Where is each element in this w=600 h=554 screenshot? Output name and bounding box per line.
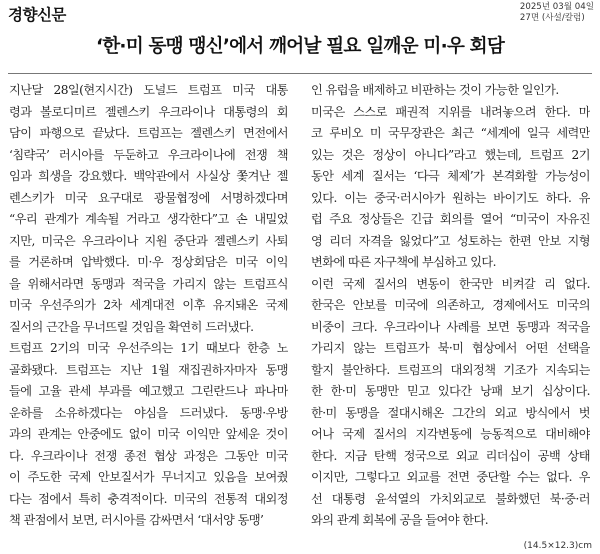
article-headline: ‘한·미 동맹 맹신’에서 깨어날 필요 일깨운 미·우 회담 — [96, 36, 504, 57]
article-text-line: 책 관점에서 보면, 러시아를 감싸면서 ‘대서양 동맹’ — [9, 513, 264, 527]
issue-meta — [520, 2, 594, 24]
article-text-line: 을 위해서라면 동맹과 적국을 가리지 않는 트럼프식 — [9, 276, 288, 291]
article-text-line: 렌스키가 미국 요구대로 광물협정에 서명하겠다며 — [9, 190, 288, 205]
article-text-line: 지만, 미국은 우크라이나 지원 중단과 젤렌스키 사퇴 — [9, 233, 288, 248]
article-column-right — [311, 80, 590, 532]
article-text-line: 이지만, 그렇다고 외교를 전면 중단할 수는 없다. 우 — [311, 470, 590, 484]
article-text-line: 들에 고율 관세 부과를 예고했고 그린란드나 파나마 — [9, 384, 288, 398]
article-text-line: 있다. 이는 중국·러시아가 원하는 바이기도 하다. 유 — [311, 190, 590, 205]
article-text-line: 와의 관계 회복에 공을 들여야 한다. — [311, 513, 489, 527]
article-text-line: 임과 희생을 강요했다. 백악관에서 사실상 쫓겨난 젤 — [9, 169, 288, 183]
article-text-line: 코 루비오 미 국무장관은 최근 “세계에 일극 세력만 — [311, 126, 590, 140]
article-text-line: 미국은 스스로 패권적 지위를 내려놓으려 한다. 마 — [311, 104, 590, 119]
article-text-line: 비중이 크다. 우크라이나 사례를 보면 동맹과 적국을 — [311, 319, 590, 334]
article-text-line: 한·미 동맹을 절대시해온 그간의 외교 방식에서 벗 — [311, 405, 590, 420]
article-text-line: ‘침략국’ 러시아를 두둔하고 우크라이나에 전쟁 책 — [9, 147, 288, 162]
newspaper-masthead: 경향신문 — [8, 6, 66, 24]
article-text-line: 질서의 근간을 무너뜨릴 것임을 확연히 드러냈다. — [9, 319, 254, 334]
article-text-line: 선 대통령 윤석열의 가치외교로 불화했던 북·중·러 — [311, 491, 590, 506]
article-text-line: 이 주도한 국제 안보질서가 무너지고 있음을 보여줬 — [9, 470, 288, 484]
article-text-line: 트럼프 2기의 미국 우선주의는 1기 때보다 한층 노 — [9, 341, 288, 355]
article-text-line: 미국 우선주의가 2차 세계대전 이후 유지돼온 국제 — [9, 298, 288, 312]
headline-divider — [8, 73, 592, 74]
page-section: 27면 (사설/칼럼) — [519, 13, 585, 23]
article-text-line: “우리 관계가 계속될 거라고 생각한다”고 손 내밀었 — [9, 212, 288, 226]
article-text-line: 영 리더 자격을 잃었다”고 성토하는 한편 안보 지형 — [311, 233, 590, 248]
article-text-line: 담이 파행으로 끝났다. 트럼프는 젤렌스키 면전에서 — [9, 126, 288, 140]
article-text-line: 인 유럽을 배제하고 비판하는 것이 가능한 일인가. — [311, 83, 559, 97]
issue-date: 2025년 03월 04일 — [519, 2, 594, 12]
article-text-line: 어나 국제 질서의 지각변동에 능동적으로 대비해야 — [311, 427, 590, 441]
article-text-line: 운하를 소유하겠다는 야심을 드러냈다. 동맹·우방 — [9, 405, 288, 420]
article-text-line: 한국은 안보를 미국에 의존하고, 경제에서도 미국의 — [311, 298, 590, 312]
article-text-line: 동안 세계 질서는 ‘다극 체제’가 본격화할 가능성이 — [311, 169, 590, 183]
article-text-line: 과의 관계는 안중에도 없이 미국 이익만 앞세운 것이 — [9, 427, 288, 441]
article-text-line: 다. 우크라이나 전쟁 종전 협상 과정은 그동안 미국 — [9, 448, 288, 463]
article-text-line: 를 거론하며 압박했다. 미·우 정상회담은 미국 이익 — [9, 255, 288, 269]
article-text-line: 있는 것은 정상이 아니다”라고 했는데, 트럼프 2기 — [311, 147, 590, 162]
article-column-left — [9, 80, 288, 532]
article-text-line: 변화에 따른 자구책에 부심하고 있다. — [311, 255, 496, 269]
article-text-line: 한다. 지금 탄핵 정국으로 외교 리더십이 공백 상태 — [311, 448, 590, 463]
article-text-line: 골화됐다. 트럼프는 지난 1월 재집권하자마자 동맹 — [9, 362, 288, 377]
article-text-line: 가리지 않는 트럼프가 북·미 협상에서 어떤 선택을 — [311, 341, 590, 355]
article-text-line: 럽 주요 정상들은 긴급 회의를 열어 “미국이 자유진 — [311, 212, 590, 226]
article-text-line: 지난달 28일(현지시간) 도널드 트럼프 미국 대통 — [9, 83, 288, 97]
article-text-line: 할지 불안하다. 트럼프의 대외정책 기조가 지속되는 — [311, 362, 590, 377]
article-text-line: 다는 점에서 특히 충격적이다. 미국의 전통적 대외정 — [9, 491, 288, 506]
article-text-line: 이런 국제 질서의 변동이 한국만 비켜갈 리 없다. — [311, 276, 590, 291]
clipping-size: (14.5×12.3)cm — [523, 541, 592, 551]
article-text-line: 령과 볼로디미르 젤렌스키 우크라이나 대통령의 회 — [9, 104, 288, 119]
article-text-line: 한 한·미 동맹만 믿고 있다간 낭패 보기 십상이다. — [311, 384, 590, 398]
